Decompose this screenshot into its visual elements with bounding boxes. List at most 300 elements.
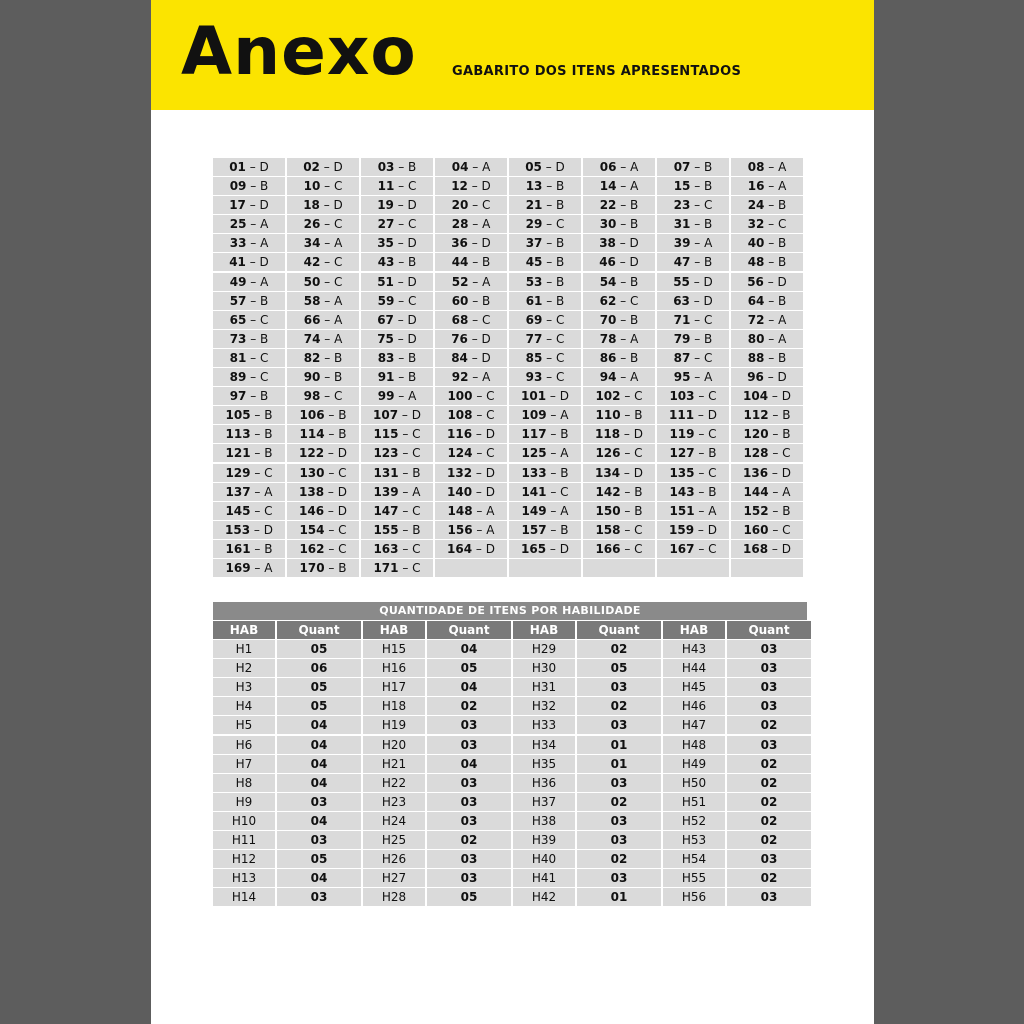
answer-cell — [361, 215, 433, 233]
answer-number: 156 — [447, 522, 473, 537]
skill-code-cell: H29 — [513, 640, 575, 658]
skill-quantity-cell: 04 — [277, 736, 361, 754]
answer-number: 07 — [673, 160, 691, 174]
answer-separator: – — [393, 312, 408, 327]
answer-separator: – — [319, 160, 334, 174]
skill-quantity-cell: 02 — [427, 697, 511, 715]
answer-letter: C — [560, 484, 569, 499]
answer-cell — [657, 368, 729, 386]
answer-cell — [509, 292, 581, 310]
answer-letter: D — [263, 522, 273, 537]
answer-letter: D — [781, 389, 791, 404]
answer-cell — [731, 311, 803, 329]
answer-separator: – — [320, 179, 334, 194]
answer-cell — [731, 177, 803, 195]
answer-number: 40 — [747, 236, 765, 251]
answer-letter: B — [556, 198, 565, 213]
answer-number: 119 — [669, 427, 695, 442]
answer-cell — [583, 292, 655, 310]
answer-letter: B — [260, 179, 269, 194]
answer-cell — [657, 464, 729, 482]
answer-separator: – — [472, 389, 487, 404]
answer-letter: C — [555, 312, 565, 327]
answer-letter: A — [412, 484, 421, 499]
skill-quantity-cell: 02 — [727, 831, 811, 849]
answer-number: 162 — [299, 541, 325, 556]
answer-letter: B — [778, 293, 787, 308]
answer-cell — [731, 540, 803, 558]
answer-letter: A — [704, 370, 713, 385]
answer-letter: A — [560, 503, 569, 518]
answer-number: 128 — [743, 446, 769, 461]
answer-letter: A — [486, 522, 495, 537]
answer-cell — [435, 444, 507, 462]
answer-number: 139 — [373, 484, 399, 499]
answer-separator: – — [250, 446, 265, 461]
answer-cell — [731, 444, 803, 462]
answer-number: 120 — [743, 427, 769, 442]
answer-cell — [509, 349, 581, 367]
answer-cell — [435, 273, 507, 291]
answer-cell — [509, 234, 581, 252]
answer-number: 111 — [669, 408, 695, 423]
answer-cell — [213, 406, 285, 424]
answer-letter: C — [782, 522, 791, 537]
answer-cell — [435, 368, 507, 386]
skill-quantity-cell: 02 — [427, 831, 511, 849]
answer-separator: – — [320, 255, 334, 270]
answer-number: 121 — [225, 446, 251, 461]
answer-number: 24 — [747, 198, 765, 213]
answer-number: 109 — [521, 408, 547, 423]
answer-cell — [213, 444, 285, 462]
answer-letter: C — [634, 541, 643, 556]
answer-cell — [287, 253, 359, 271]
answer-cell — [509, 406, 581, 424]
answer-number: 67 — [377, 312, 394, 327]
skill-code-cell: H15 — [363, 640, 425, 658]
answer-number: 59 — [377, 293, 395, 308]
answer-cell — [731, 273, 803, 291]
answer-separator: – — [690, 217, 705, 232]
answer-separator: – — [689, 274, 704, 289]
answer-separator: – — [768, 465, 782, 480]
answer-letter: C — [555, 217, 565, 232]
skill-code-cell: H26 — [363, 850, 425, 868]
answer-separator: – — [768, 503, 783, 518]
answer-cell — [583, 253, 655, 271]
empty-answer-cell — [509, 559, 581, 577]
answer-number: 112 — [743, 408, 769, 423]
answer-cell — [583, 464, 655, 482]
answer-separator: – — [542, 179, 557, 194]
answer-letter: D — [777, 274, 787, 289]
answer-number: 15 — [673, 179, 691, 194]
answer-separator: – — [320, 236, 335, 251]
answer-number: 54 — [599, 274, 617, 289]
answer-letter: B — [264, 446, 273, 461]
answer-cell — [361, 559, 433, 577]
column-header-hab: HAB — [213, 621, 275, 639]
answer-number: 47 — [673, 255, 691, 270]
answer-cell — [657, 521, 729, 539]
answer-separator: – — [246, 370, 260, 385]
answer-number: 118 — [595, 427, 621, 442]
answer-letter: C — [264, 503, 273, 518]
answer-letter: D — [407, 236, 417, 251]
answer-number: 137 — [225, 484, 251, 499]
answer-cell — [583, 330, 655, 348]
answer-cell — [361, 464, 433, 482]
answer-cell — [509, 521, 581, 539]
answer-number: 74 — [303, 331, 321, 346]
answer-number: 42 — [303, 255, 321, 270]
answer-letter: A — [334, 293, 343, 308]
answer-number: 69 — [525, 312, 543, 327]
answer-letter: A — [630, 370, 639, 385]
answer-separator: – — [250, 408, 265, 423]
answer-letter: B — [634, 503, 643, 518]
answer-cell — [213, 464, 285, 482]
answer-separator: – — [764, 350, 779, 365]
answer-separator: – — [472, 408, 487, 423]
answer-separator: – — [764, 179, 779, 194]
answer-letter: B — [334, 370, 343, 385]
answer-number: 133 — [521, 465, 547, 480]
answer-number: 147 — [373, 503, 399, 518]
answer-separator: – — [320, 331, 335, 346]
answer-letter: C — [259, 350, 269, 365]
skill-quantity-cell: 02 — [577, 850, 661, 868]
answer-separator: – — [324, 446, 338, 461]
answer-separator: – — [472, 522, 487, 537]
answer-number: 76 — [451, 331, 468, 346]
answer-cell — [435, 464, 507, 482]
answer-number: 103 — [669, 389, 695, 404]
answer-cell — [435, 158, 507, 176]
answer-letter: C — [407, 293, 417, 308]
answer-separator: – — [768, 522, 783, 537]
document-page — [151, 0, 874, 1024]
answer-cell — [361, 387, 433, 405]
skill-code-cell: H36 — [513, 774, 575, 792]
answer-number: 33 — [229, 236, 247, 251]
answer-separator: – — [542, 236, 557, 251]
answer-separator: – — [468, 312, 482, 327]
answer-cell — [509, 464, 581, 482]
answer-number: 163 — [373, 541, 399, 556]
answer-cell — [361, 349, 433, 367]
skill-quantity-cell: 02 — [577, 640, 661, 658]
answer-cell — [213, 158, 285, 176]
answer-cell — [435, 311, 507, 329]
answer-letter: A — [482, 370, 491, 385]
answer-letter: C — [555, 331, 565, 346]
skill-quantity-cell: 02 — [577, 793, 661, 811]
answer-letter: A — [630, 179, 639, 194]
skill-quantity-cell: 03 — [727, 640, 811, 658]
skill-code-cell: H46 — [663, 697, 725, 715]
answer-separator: – — [472, 446, 487, 461]
answer-cell — [287, 502, 359, 520]
answer-cell — [583, 425, 655, 443]
answer-separator: – — [690, 160, 705, 174]
answer-cell — [213, 292, 285, 310]
answer-separator: – — [546, 484, 561, 499]
answer-number: 143 — [669, 484, 695, 499]
skill-quantity-cell: 04 — [277, 716, 361, 734]
answer-cell — [213, 330, 285, 348]
answer-number: 10 — [303, 179, 321, 194]
answer-letter: D — [707, 408, 717, 423]
answer-cell — [435, 521, 507, 539]
answer-cell — [657, 292, 729, 310]
skill-code-cell: H44 — [663, 659, 725, 677]
answer-separator: – — [620, 541, 635, 556]
answer-separator: – — [763, 274, 778, 289]
skill-quantity-cell: 03 — [277, 888, 361, 906]
answer-separator: – — [324, 541, 339, 556]
answer-separator: – — [546, 541, 560, 556]
answer-number: 155 — [373, 522, 399, 537]
answer-number: 30 — [599, 217, 617, 232]
answer-number: 62 — [599, 293, 617, 308]
skill-quantity-cell: 05 — [277, 678, 361, 696]
answer-cell — [731, 406, 803, 424]
answer-cell — [287, 349, 359, 367]
answer-letter: D — [333, 198, 343, 213]
answer-letter: C — [333, 389, 343, 404]
answer-cell — [361, 368, 433, 386]
answer-separator: – — [398, 465, 413, 480]
page-title: Anexo — [181, 13, 417, 90]
skill-code-cell: H27 — [363, 869, 425, 887]
answer-separator: – — [250, 541, 265, 556]
answer-separator: – — [546, 389, 560, 404]
answer-letter: B — [556, 293, 565, 308]
answer-letter: C — [634, 389, 643, 404]
answer-cell — [657, 349, 729, 367]
answer-separator: – — [620, 484, 635, 499]
skill-code-cell: H5 — [213, 716, 275, 734]
answer-cell — [361, 330, 433, 348]
answer-letter: C — [486, 408, 495, 423]
answer-separator: – — [394, 255, 409, 270]
empty-answer-cell — [583, 559, 655, 577]
answer-letter: C — [555, 370, 565, 385]
skill-quantity-cell: 04 — [427, 640, 511, 658]
skill-code-cell: H38 — [513, 812, 575, 830]
answer-cell — [361, 253, 433, 271]
answer-separator: – — [398, 541, 413, 556]
answer-cell — [509, 483, 581, 501]
answer-letter: D — [407, 198, 417, 213]
skill-code-cell: H52 — [663, 812, 725, 830]
skill-code-cell: H56 — [663, 888, 725, 906]
answer-separator: – — [763, 370, 778, 385]
answer-letter: B — [560, 465, 569, 480]
answer-number: 22 — [599, 198, 617, 213]
answer-cell — [361, 177, 433, 195]
answer-letter: C — [412, 503, 421, 518]
answer-number: 154 — [299, 522, 325, 537]
answer-letter: A — [778, 312, 787, 327]
answer-letter: C — [703, 198, 713, 213]
answer-cell — [657, 196, 729, 214]
answer-number: 127 — [669, 446, 695, 461]
answer-cell — [213, 425, 285, 443]
answer-cell — [509, 158, 581, 176]
answer-letter: C — [634, 446, 643, 461]
answer-letter: D — [407, 312, 417, 327]
answer-separator: – — [394, 217, 408, 232]
answer-cell — [213, 387, 285, 405]
answer-separator: – — [620, 389, 635, 404]
answer-separator: – — [542, 198, 557, 213]
answer-cell — [657, 177, 729, 195]
skill-quantity-cell: 03 — [427, 869, 511, 887]
answer-separator: – — [250, 465, 265, 480]
answer-number: 96 — [747, 370, 764, 385]
answer-number: 58 — [303, 293, 321, 308]
answer-separator: – — [320, 274, 334, 289]
answer-number: 21 — [525, 198, 543, 213]
skill-code-cell: H42 — [513, 888, 575, 906]
answer-separator: – — [250, 427, 265, 442]
answer-letter: D — [411, 408, 421, 423]
answer-number: 98 — [303, 389, 321, 404]
answer-letter: A — [486, 503, 495, 518]
answer-number: 102 — [595, 389, 621, 404]
answer-letter: C — [481, 198, 491, 213]
skill-code-cell: H1 — [213, 640, 275, 658]
answer-letter: D — [333, 160, 343, 174]
answer-letter: A — [778, 160, 787, 174]
skill-code-cell: H21 — [363, 755, 425, 773]
answer-number: 116 — [447, 427, 473, 442]
answer-number: 44 — [451, 255, 469, 270]
answer-number: 81 — [229, 350, 247, 365]
answer-separator: – — [250, 560, 265, 575]
skill-quantity-cell: 03 — [727, 736, 811, 754]
answer-cell — [361, 425, 433, 443]
answer-cell — [361, 444, 433, 462]
skill-code-cell: H4 — [213, 697, 275, 715]
answer-cell — [435, 483, 507, 501]
answer-separator: – — [768, 389, 782, 404]
answer-cell — [509, 311, 581, 329]
column-header-quant: Quant — [577, 621, 661, 639]
skill-code-cell: H12 — [213, 850, 275, 868]
answer-number: 02 — [303, 160, 320, 174]
answer-number: 152 — [743, 503, 769, 518]
answer-letter: A — [334, 236, 343, 251]
skill-quantity-cell: 03 — [577, 869, 661, 887]
answer-separator: – — [689, 293, 704, 308]
answer-cell — [583, 444, 655, 462]
skill-code-cell: H22 — [363, 774, 425, 792]
answer-number: 169 — [225, 560, 251, 575]
skills-quantity-table — [213, 602, 811, 906]
answer-separator: – — [694, 408, 708, 423]
answer-letter: B — [778, 198, 787, 213]
answer-cell — [287, 177, 359, 195]
answer-letter: C — [407, 179, 417, 194]
answer-cell — [583, 502, 655, 520]
answer-number: 11 — [377, 179, 395, 194]
skill-code-cell: H17 — [363, 678, 425, 696]
answer-number: 19 — [377, 198, 394, 213]
skill-quantity-cell: 05 — [277, 640, 361, 658]
answer-letter: D — [485, 484, 495, 499]
answer-number: 131 — [373, 465, 399, 480]
answer-number: 160 — [743, 522, 769, 537]
skill-quantity-cell: 02 — [727, 774, 811, 792]
answer-number: 107 — [373, 408, 399, 423]
answer-separator: – — [468, 293, 483, 308]
answer-number: 35 — [377, 236, 394, 251]
skill-code-cell: H6 — [213, 736, 275, 754]
answer-cell — [731, 292, 803, 310]
answer-number: 23 — [673, 198, 691, 213]
answer-cell — [213, 502, 285, 520]
answer-letter: A — [264, 560, 273, 575]
answer-number: 92 — [451, 370, 469, 385]
answer-letter: D — [485, 465, 495, 480]
answer-letter: D — [703, 293, 713, 308]
answer-number: 135 — [669, 465, 695, 480]
empty-answer-cell — [657, 559, 729, 577]
answer-separator: – — [620, 522, 635, 537]
column-header-hab: HAB — [513, 621, 575, 639]
column-header-hab: HAB — [663, 621, 725, 639]
skill-quantity-cell: 03 — [727, 888, 811, 906]
answer-cell — [361, 540, 433, 558]
answer-number: 165 — [521, 541, 547, 556]
answer-number: 82 — [303, 350, 321, 365]
column-header-quant: Quant — [427, 621, 511, 639]
answer-number: 91 — [377, 370, 395, 385]
answer-separator: – — [394, 350, 409, 365]
answer-letter: C — [629, 293, 639, 308]
answer-letter: D — [781, 541, 791, 556]
skills-table-title: QUANTIDADE DE ITENS POR HABILIDADE — [213, 602, 807, 620]
answer-letter: B — [264, 408, 273, 423]
answer-separator: – — [472, 465, 486, 480]
answer-cell — [731, 387, 803, 405]
answer-separator: – — [246, 331, 261, 346]
answer-number: 159 — [669, 522, 695, 537]
answer-letter: C — [486, 446, 495, 461]
answer-separator: – — [467, 350, 482, 365]
answer-letter: C — [333, 255, 343, 270]
answer-cell — [213, 273, 285, 291]
skill-quantity-cell: 03 — [277, 793, 361, 811]
skill-code-cell: H9 — [213, 793, 275, 811]
skill-quantity-cell: 03 — [577, 812, 661, 830]
answer-separator: – — [764, 236, 779, 251]
answer-separator: – — [394, 179, 408, 194]
answer-number: 25 — [229, 217, 247, 232]
skill-code-cell: H35 — [513, 755, 575, 773]
answer-letter: C — [777, 217, 787, 232]
answer-cell — [287, 330, 359, 348]
answer-letter: B — [630, 312, 639, 327]
answer-letter: D — [337, 484, 347, 499]
answer-cell — [509, 273, 581, 291]
answer-separator: – — [541, 160, 556, 174]
answer-letter: C — [634, 522, 643, 537]
